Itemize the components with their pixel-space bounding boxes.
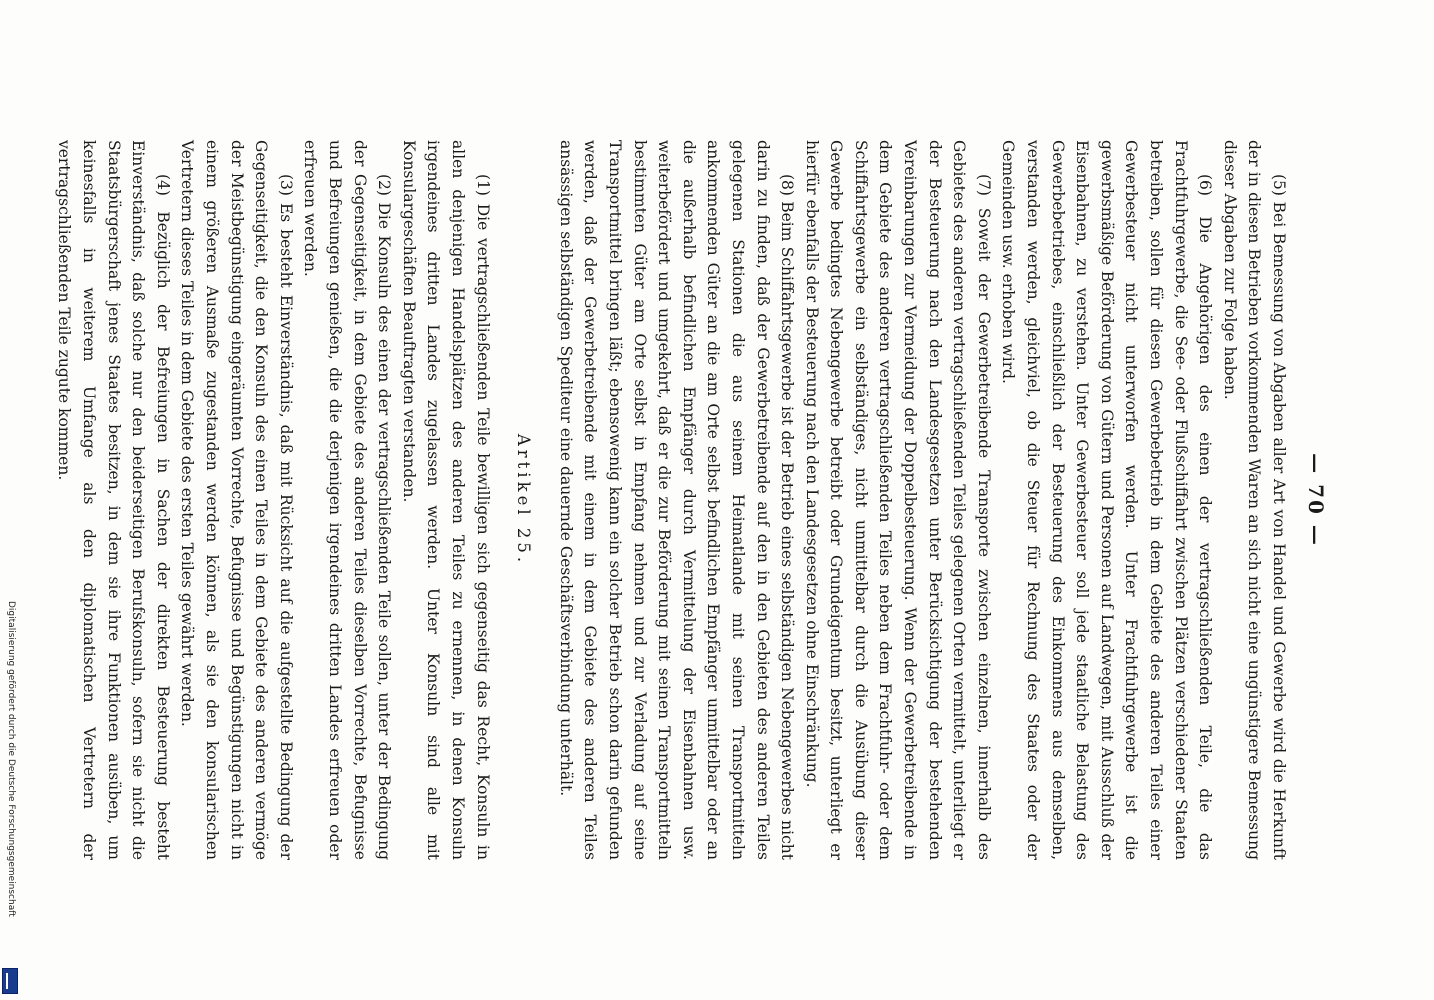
digitization-credit bbox=[2, 601, 20, 996]
article-title: Artikel 25. bbox=[514, 433, 534, 567]
article-paragraph-2: (2) Die Konsuln des einen der vertragschließenden Teile sollen, unter der Bedingung der Gegenseitigkeit, in dem Gebiete des anderen Teiles dieselben Vorrechte, Befugnisse und Befreiungen genießen, die die derjenigen irgendeines dritten Landes erfreuen oder erfreuen werden. bbox=[301, 140, 394, 860]
rotated-text-block bbox=[55, 100, 1337, 900]
paragraph-8: (8) Beim Schiffahrtsgewerbe ist der Betrieb eines selbständigen Nebengewerbes nicht darin zu finden, daß der Gewerbetreibende auf den in den Gebieten des anderen Teiles gelegenen Stationen die aus seinem Heimatlande mit seinen Transportmitteln ankommenden Güter an die am Orte selbst befindlichen Empfänger unmittelbar oder an die außerhalb befindlichen Empfänger durch Vermittelung der Eisenbahnen usw. weiterbefördert und umgekehrt, daß er die zur Beförderung mit seinen Transportmitteln bestimmten Güter am Orte selbst in Empfang nehmen und zur Verladung auf seine Transportmittel bringen läßt; ebensowenig kann ein solcher Betrieb schon darin gefunden werden, daß der Gewerbetreibende mit einem in dem Gebiete des anderen Teiles ansässigen selbständigen Spediteur eine dauernde Geschäftsverbindung unterhält. bbox=[556, 140, 797, 860]
article-paragraph-3: (3) Es besteht Einverständnis, daß mit Rücksicht auf die aufgestellte Bedingung der Gegenseitigkeit, die den Konsuln des einen Teiles in dem Gebiete des anderen vermöge der Meistbegünstigung eingeräumten Vorrechte, Befugnisse und Begünstigungen nicht in einem größeren Ausmaße zugestanden werden können, als sie den konsularischen Vertretern dieses Teiles in dem Gebiete des ersten Teiles gewährt werden. bbox=[178, 140, 295, 860]
paragraph-7: (7) Soweit der Gewerbetreibende Transporte zwischen einzelnen, innerhalb des Gebietes des anderen vertragschließenden Teiles gelegenen Orten vermittelt, unterliegt er der Besteuerung nach den Landesgesetzen unter Berücksichtigung der bestehenden Vereinbarungen zur Vermeidung der Doppelbesteuerung. Wenn der Gewerbetreibende in dem Gebiete des anderen vertragschließenden Teiles neben dem Frachtfuhr- oder dem Schiffahrtsgewerbe ein selbständiges, nicht unmittelbar durch die Ausübung dieser Gewerbe bedingtes Nebengewerbe betreibt oder Grundeigentum besitzt, unterliegt er hierfür ebenfalls der Besteuerung nach den Landesgesetzen ohne Einschränkung. bbox=[802, 140, 993, 860]
paragraph-6: (6) Die Angehörigen des einen der vertragschließenden Teile, die das Frachtfuhrgewerbe, die See- oder Flußschiffahrt zwischen Plätzen verschiedener Staaten betreiben, sollen für diesen Gewerbebetrieb in dem Gebiete des anderen Teiles einer Gewerbesteuer nicht unterworfen werden. Unter Frachtfuhrgewerbe ist die gewerbsmäßige Beförderung von Gütern und Personen auf Landwegen, mit Ausschluß der Eisenbahnen, zu verstehen. Unter Gewerbesteuer soll jede staatliche Belastung des Gewerbebetriebes, einschließlich der Besteuerung des Einkommens aus demselben, verstanden werden, gleichviel, ob die Steuer für Rechnung des Staates oder der Gemeinden usw. erhoben wird. bbox=[999, 140, 1215, 860]
article-paragraph-4: (4) Bezüglich der Befreiungen in Sachen der direkten Besteuerung besteht Einverständnis, daß solche nur den beiderseitigen Berufskonsuln, sofern sie nicht die Staatsbürgerschaft jenes Staates besitzen, in dem sie ihre Funktionen ausüben, um keinesfalls in weiterem Umfange als den diplomatischen Vertretern der vertragschließenden Teile zugute kommen. bbox=[55, 140, 172, 860]
dfg-logo-icon bbox=[2, 968, 18, 994]
article-paragraph-1: (1) Die vertragschließenden Teile bewilligen sich gegenseitig das Recht, Konsuln in allen denjenigen Handelsplätzen des anderen Teiles zu ernennen, in denen Konsuln irgendeines dritten Landes zugelassen werden. Unter Konsuln sind alle mit Konsulargeschäften Beauftragten verstanden. bbox=[399, 140, 492, 860]
digitization-credit-text: Digitalisierung gefördert durch die Deutsche Forschungsgemeinschaft bbox=[6, 601, 16, 917]
article-paragraphs bbox=[52, 140, 495, 860]
paragraph-5: (5) Bei Bemessung von Abgaben aller Art von Handel und Gewerbe wird die Herkunft der in diesen Betrieben vorkommenden Waren an sich nicht eine ungünstigere Bemessung dieser Abgaben zur Folge haben. bbox=[1220, 140, 1288, 860]
body-paragraphs bbox=[553, 140, 1291, 860]
page-number: — 70 — bbox=[1304, 453, 1328, 547]
